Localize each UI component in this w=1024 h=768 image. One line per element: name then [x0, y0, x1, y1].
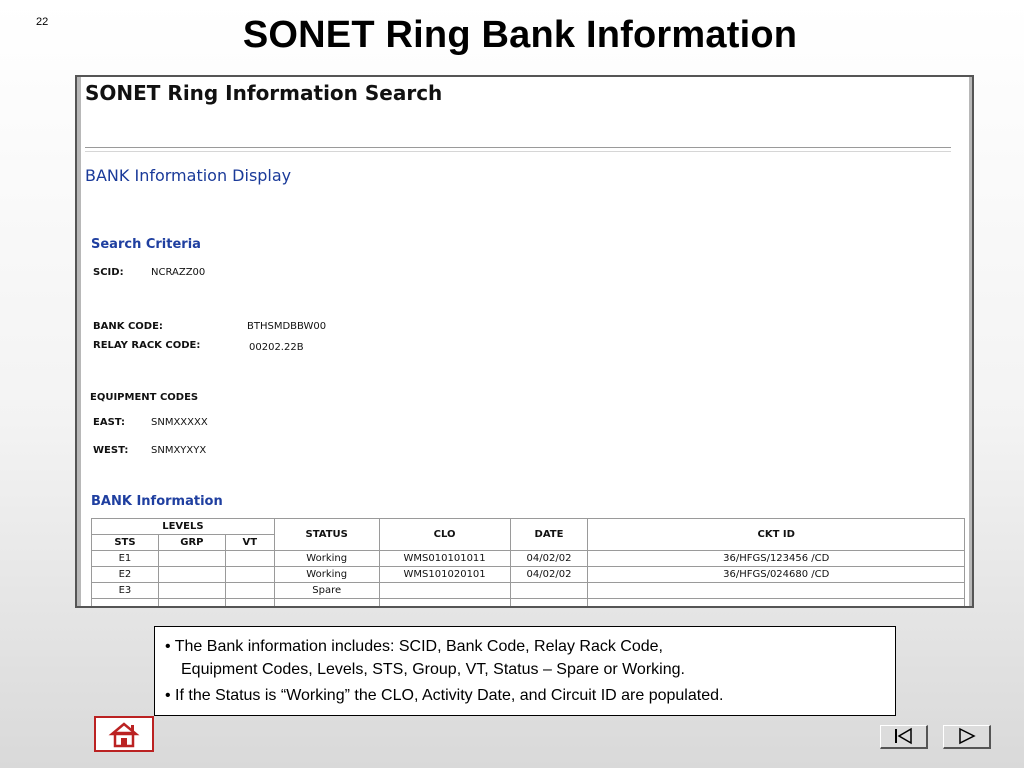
- relay-rack-label: RELAY RACK CODE:: [93, 340, 201, 351]
- notes-box: [154, 626, 896, 716]
- app-title: SONET Ring Information Search: [85, 81, 443, 105]
- skip-back-icon: [881, 726, 925, 746]
- table-cell: Spare: [274, 583, 379, 599]
- window-left-border: [77, 77, 81, 606]
- relay-rack-value: 00202.22B: [249, 342, 304, 353]
- table-cell: 36/HFGS/024680 /CD: [588, 567, 965, 583]
- table-cell: 04/02/02: [510, 551, 588, 567]
- table-cell: [588, 583, 965, 599]
- bank-information-heading: BANK Information: [91, 494, 223, 509]
- levels-header: LEVELS: [92, 519, 275, 535]
- search-criteria-heading: Search Criteria: [91, 237, 201, 252]
- west-value: SNMXYXYX: [151, 445, 207, 456]
- column-header: GRP: [158, 535, 225, 551]
- column-header: VT: [225, 535, 274, 551]
- column-header: STATUS: [274, 519, 379, 551]
- app-screenshot: [75, 75, 974, 608]
- table-cell: [510, 583, 588, 599]
- home-icon: [96, 718, 152, 750]
- table-cell: [225, 583, 274, 599]
- vertical-scrollbar[interactable]: [969, 77, 972, 606]
- table-row-partial: [92, 599, 965, 609]
- table-cell: [225, 551, 274, 567]
- table-cell: [225, 567, 274, 583]
- table-cell: 36/HFGS/123456 /CD: [588, 551, 965, 567]
- column-header: DATE: [510, 519, 588, 551]
- slide-number: 22: [36, 16, 49, 28]
- divider: [85, 147, 951, 152]
- table-cell: [158, 551, 225, 567]
- column-header: CKT ID: [588, 519, 965, 551]
- table-cell: E2: [92, 567, 159, 583]
- table-cell: E1: [92, 551, 159, 567]
- table-cell: 04/02/02: [510, 567, 588, 583]
- slide-title: SONET Ring Bank Information: [242, 14, 798, 56]
- bank-information-table: [91, 518, 965, 608]
- table-row: [92, 583, 965, 599]
- west-label: WEST:: [93, 445, 129, 456]
- bank-code-value: BTHSMDBBW00: [247, 321, 327, 332]
- table-cell: WMS010101011: [379, 551, 510, 567]
- scid-value: NCRAZZ00: [151, 267, 206, 278]
- table-row: [92, 567, 965, 583]
- east-value: SNMXXXXX: [151, 417, 208, 428]
- table-cell: [158, 583, 225, 599]
- east-label: EAST:: [93, 417, 126, 428]
- scid-label: SCID:: [93, 267, 124, 278]
- note-line-2: • If the Status is “Working” the CLO, Activity Date, and Circuit ID are populated.: [165, 687, 724, 704]
- home-button[interactable]: [94, 716, 154, 752]
- table-cell: Working: [274, 551, 379, 567]
- table-cell: WMS101020101: [379, 567, 510, 583]
- bank-code-label: BANK CODE:: [93, 321, 163, 332]
- table-cell: E3: [92, 583, 159, 599]
- display-title: BANK Information Display: [85, 166, 292, 185]
- first-slide-button[interactable]: [880, 725, 928, 749]
- table-cell: [158, 567, 225, 583]
- next-slide-button[interactable]: [943, 725, 991, 749]
- equipment-codes-heading: EQUIPMENT CODES: [90, 392, 199, 403]
- table-cell: [379, 583, 510, 599]
- column-header: CLO: [379, 519, 510, 551]
- note-line-1-continued: Equipment Codes, Levels, STS, Group, VT, Status – Spare or Working.: [181, 661, 685, 678]
- play-next-icon: [944, 726, 988, 746]
- column-header: STS: [92, 535, 159, 551]
- note-line-1: • The Bank information includes: SCID, Bank Code, Relay Rack Code,: [165, 638, 663, 655]
- table-row: [92, 551, 965, 567]
- table-cell: Working: [274, 567, 379, 583]
